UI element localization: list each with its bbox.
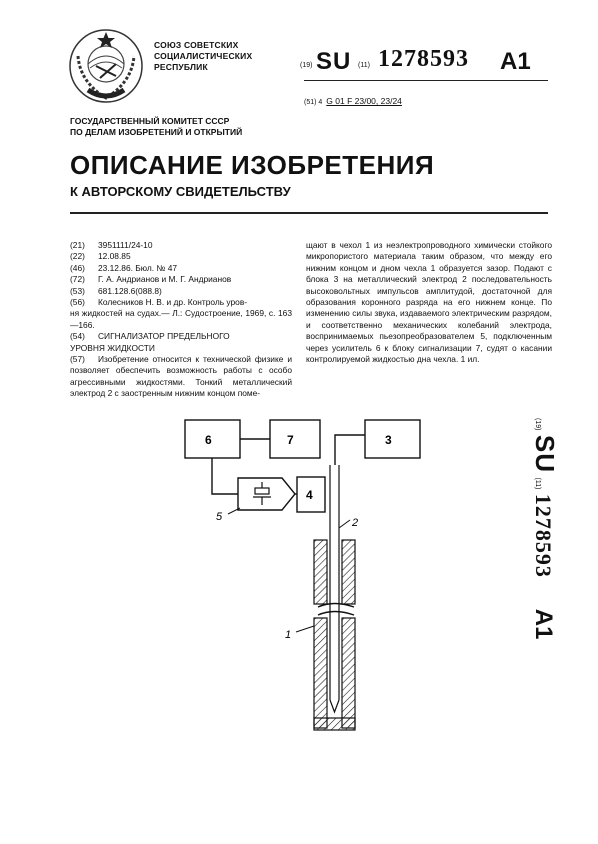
biblio-row <box>70 240 292 251</box>
document-subtitle: К АВТОРСКОМУ СВИДЕТЕЛЬСТВУ <box>70 184 291 199</box>
committee-line: ПО ДЕЛАМ ИЗОБРЕТЕНИЙ И ОТКРЫТИЙ <box>70 127 243 137</box>
label-6: 6 <box>205 433 212 447</box>
connector-line <box>212 458 238 494</box>
biblio-code: (56) <box>70 297 85 308</box>
country-code: SU <box>316 48 352 75</box>
label-2: 2 <box>352 517 359 529</box>
break-line <box>318 612 354 616</box>
biblio-code: (46) <box>70 262 85 273</box>
biblio-text: 3951111/24-10 <box>98 240 153 250</box>
document-title: ОПИСАНИЕ ИЗОБРЕТЕНИЯ <box>70 150 435 180</box>
committee-name <box>70 116 242 138</box>
biblio-text: 12.08.85 <box>98 251 131 262</box>
code-19: (19) <box>300 62 313 69</box>
label-5: 5 <box>216 511 223 523</box>
side-patent-number <box>530 418 568 678</box>
electrode-holder-block <box>297 477 325 512</box>
document-kind: A1 <box>500 48 531 75</box>
side-number-text <box>529 418 560 639</box>
signaling-block <box>270 420 320 458</box>
invention-title-line: УРОВНЯ ЖИДКОСТИ <box>70 342 155 353</box>
ussr-emblem <box>66 26 146 106</box>
amplifier-block <box>185 420 240 458</box>
side-code-11: (11) <box>534 477 541 490</box>
committee-line: ГОСУДАРСТВЕННЫЙ КОМИТЕТ СССР <box>70 116 230 126</box>
label-3: 3 <box>385 433 392 447</box>
case-bottom <box>314 718 355 730</box>
patent-number: 1278593 <box>378 46 469 72</box>
biblio-text: 681.128.6(088.8) <box>98 285 162 296</box>
reference-rest: ня жидкостей на судах.— Л.: Судостроение, 1969, с. 163—166. <box>70 308 292 330</box>
biblio-code: (54) <box>70 331 85 342</box>
abstract-left-text: Изобретение относится к технической физике и позволяет обеспечить возможность работы с особо агрессивными жидкостями. Тонкий металлический электрод 2 с заостренным нижним концом поме- <box>70 354 292 399</box>
ipc-classification <box>304 96 402 106</box>
case-wall-right-upper <box>342 540 355 604</box>
electrode-tip <box>330 700 339 712</box>
biblio-row <box>70 274 292 285</box>
side-document-kind: A1 <box>530 608 557 640</box>
ipc-code: G 01 F 23/00, 23/24 <box>326 96 402 106</box>
left-column <box>70 240 292 400</box>
biblio-row <box>70 286 292 297</box>
country-line: СОЮЗ СОВЕТСКИХ <box>154 40 239 50</box>
country-line: СОЦИАЛИСТИЧЕСКИХ <box>154 51 253 61</box>
header-rule <box>304 80 548 81</box>
case-wall-left-upper <box>314 540 327 604</box>
biblio-code: (21) <box>70 240 85 250</box>
title-rule <box>70 212 548 214</box>
biblio-code: (22) <box>70 251 85 262</box>
leader-line <box>339 520 350 528</box>
side-patent-num: 1278593 <box>531 493 556 578</box>
biblio-code: (57) <box>70 354 85 365</box>
label-7: 7 <box>287 433 294 447</box>
right-column: щают в чехол 1 из неэлектропроводного химически стойкого микропористого материала таким образом, что между его нижним концом и дном чехла 1 образуется зазор. Подают с блока 3 на металлический электрод 2 последовательность высоковольтных импульсов амплитудой, достаточной для образования коронного разряда на его нижнем конце. По изменению силы звука, издаваемого электрическим разрядом, и соответственно механических колебаний электрода, воспринимаемых пьезопреобразователем 5, подключенным через усилитель 6 к блоку сигнализации 7, судят о касании контролируемой жидкостью дна чехла. 1 ил. <box>306 240 552 365</box>
invention-title-line: СИГНАЛИЗАТОР ПРЕДЕЛЬНОГО <box>98 331 230 342</box>
reference-line: Колесников Н. В. и др. Контроль уров- <box>98 297 248 308</box>
abstract-start <box>70 354 292 400</box>
label-4: 4 <box>306 488 313 502</box>
biblio-code: (72) <box>70 274 85 285</box>
invention-title-row <box>70 331 292 342</box>
leader-line <box>228 508 240 514</box>
biblio-code: (53) <box>70 285 85 296</box>
side-country-code: SU <box>530 434 560 474</box>
country-name <box>154 40 252 73</box>
ipc-prefix: (51) 4 <box>304 99 323 106</box>
case-wall-right-lower <box>342 618 355 728</box>
country-line: РЕСПУБЛИК <box>154 62 208 72</box>
piezo-transducer <box>238 478 295 510</box>
reference-row <box>70 297 292 308</box>
piezo-symbol <box>253 482 271 505</box>
biblio-text: Г. А. Андрианов и М. Г. Андрианов <box>98 274 232 285</box>
label-1: 1 <box>285 629 292 641</box>
connector-line <box>335 435 365 465</box>
side-code-19: (19) <box>534 418 541 431</box>
leader-line <box>296 626 314 632</box>
pulse-generator-block <box>365 420 420 458</box>
break-line <box>318 604 354 608</box>
biblio-text: 23.12.86. Бюл. № 47 <box>98 262 178 273</box>
biblio-row <box>70 251 292 262</box>
case-wall-left-lower <box>314 618 327 728</box>
code-11: (11) <box>358 62 370 69</box>
biblio-row <box>70 263 292 274</box>
